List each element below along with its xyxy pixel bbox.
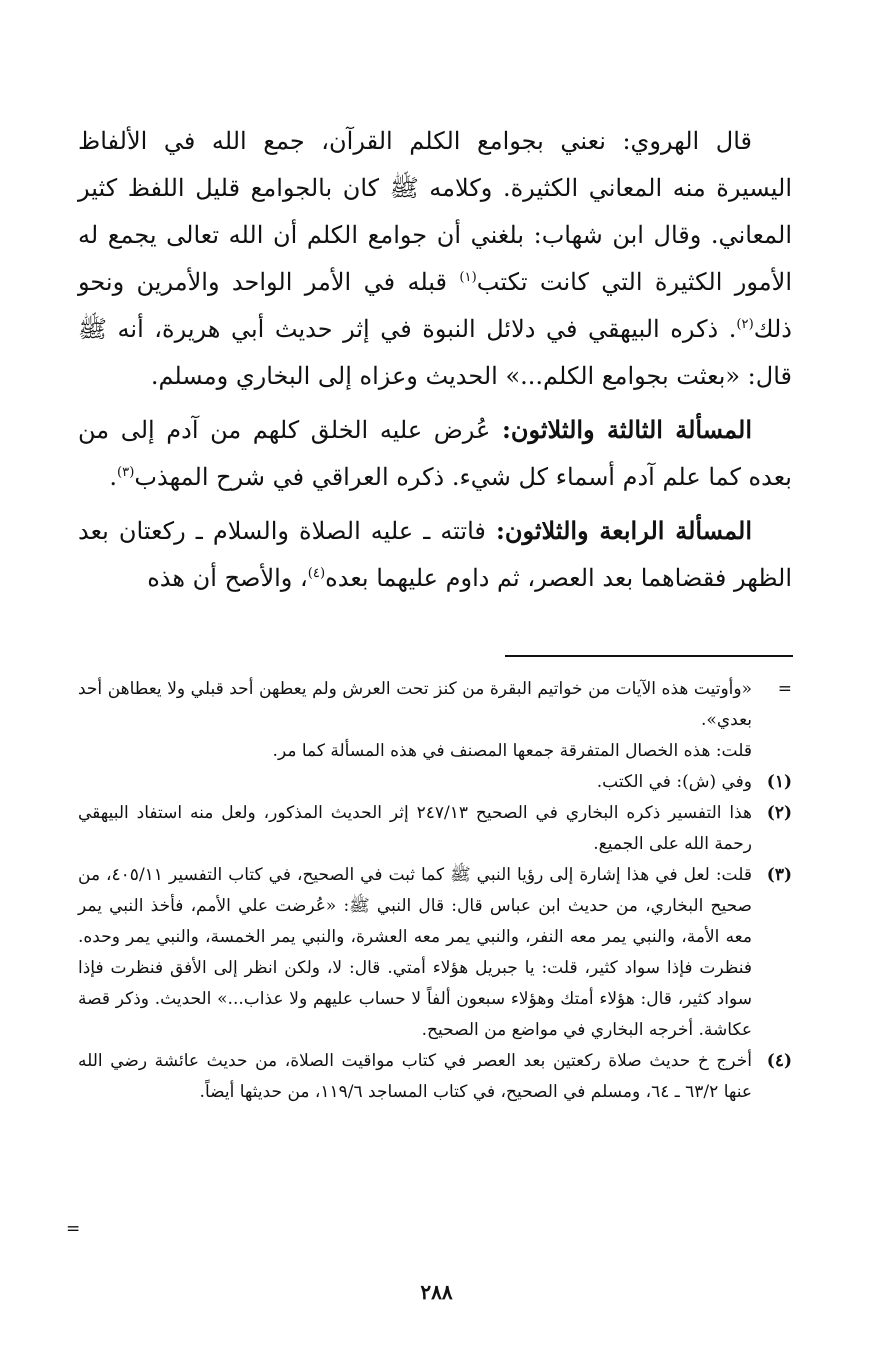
continuation-mark: = xyxy=(777,679,792,699)
footnote-4-mark: (٤) xyxy=(766,1051,792,1071)
footnote-4: (٤) أخرج خ حديث صلاة ركعتين بعد العصر في كتاب مواقيت الصلاة، من حديث عائشة رضي الله عنها ٦٣/٢ ـ ٦٤، ومسلم في الصحيح، في كتاب المساجد ١١٩/٦، من حديثها أيضاً. xyxy=(78,1046,792,1108)
footnote-1: (١) وفي (ش): في الكتب. xyxy=(78,767,792,798)
main-text xyxy=(78,118,792,608)
footnote-3-mark: (٣) xyxy=(766,865,792,885)
issue-33-heading: المسألة الثالثة والثلاثون: xyxy=(501,415,752,444)
footnote-3: (٣) قلت: لعل في هذا إشارة إلى رؤيا النبي ﷺ كما ثبت في الصحيح، في كتاب التفسير ٤٠٥/١١، من صحيح البخاري، من حديث ابن عباس قال: قال النبي ﷺ: «عُرضت علي الأمم، فأخذ النبي يمر معه الأمة، والنبي يمر معه النفر، والنبي يمر معه العشرة، والنبي يمر الخمسة، والنبي يمر وحده. فنظرت فإذا سواد كثير، قلت: يا جبريل هؤلاء أمتي. قال: لا، ولكن انظر إلى الأفق فنظرت فإذا سواد كثير، قال: هؤلاء أمتك وهؤلاء سبعون ألفاً لا حساب عليهم ولا عذاب...» الحديث. وذكر قصة عكاشة. أخرجه البخاري في مواضع من الصحيح. xyxy=(78,860,792,1046)
issue-34-heading: المسألة الرابعة والثلاثون: xyxy=(495,516,752,545)
footnote-ref-2[interactable]: (٢) xyxy=(736,317,754,332)
paragraph-issue-34: المسألة الرابعة والثلاثون: فاتته ـ عليه الصلاة والسلام ـ ركعتان بعد الظهر فقضاهما بعد العصر، ثم داوم عليهما بعده$^{(٤)}$، والأصح أن هذه xyxy=(78,516,792,592)
footnote-ref-3[interactable]: (٣) xyxy=(116,465,135,480)
page-number: ٢٨٨ xyxy=(420,1280,453,1304)
footnote-2-mark: (٢) xyxy=(766,803,792,823)
footnote-2: (٢) هذا التفسير ذكره البخاري في الصحيح ٢٤٧/١٣ إثر الحديث المذكور، ولعل منه استفاد البيهقي رحمة الله على الجميع. xyxy=(78,798,792,860)
paragraph-1: قال الهروي: نعني بجوامع الكلم القرآن، جمع الله في الألفاظ اليسيرة منه المعاني الكثيرة. وكلامه ﷺ كان بالجوامع قليل اللفظ كثير المعاني. وقال ابن شهاب: بلغني أن جوامع الكلم أن الله تعالى يجمع له الأمور الكثيرة التي كانت تكتب$^{(١)}$ قبله في الأمر الواحد والأمرين ونحو ذلك$^{(٢)}$. ذكره البيهقي في دلائل النبوة في إثر حديث أبي هريرة، أنه ﷺ قال: «بعثت بجوامع الكلم...» الحديث وعزاه إلى البخاري ومسلم. xyxy=(78,127,792,390)
footnote-continuation-2: قلت: هذه الخصال المتفرقة جمعها المصنف في هذه المسألة كما مر. xyxy=(272,741,752,761)
footnote-continuation: = «وأوتيت هذه الآيات من خواتيم البقرة من كنز تحت العرش ولم يعطهن أحد قبلي ولا يعطاهن أحد بعدي». xyxy=(78,674,792,736)
footnote-ref-4[interactable]: (٤) xyxy=(307,566,326,581)
footnote-continues-mark: = xyxy=(66,1219,81,1239)
footnotes xyxy=(78,674,792,1108)
footnote-ref-1[interactable]: (١) xyxy=(459,270,477,285)
paragraph-issue-33: المسألة الثالثة والثلاثون: عُرض عليه الخلق كلهم من آدم إلى من بعده كما علم آدم أسماء كل شيء. ذكره العراقي في شرح المهذب$^{(٣)}$. xyxy=(78,415,792,491)
footnote-divider xyxy=(505,655,793,657)
footnote-1-mark: (١) xyxy=(766,772,792,792)
